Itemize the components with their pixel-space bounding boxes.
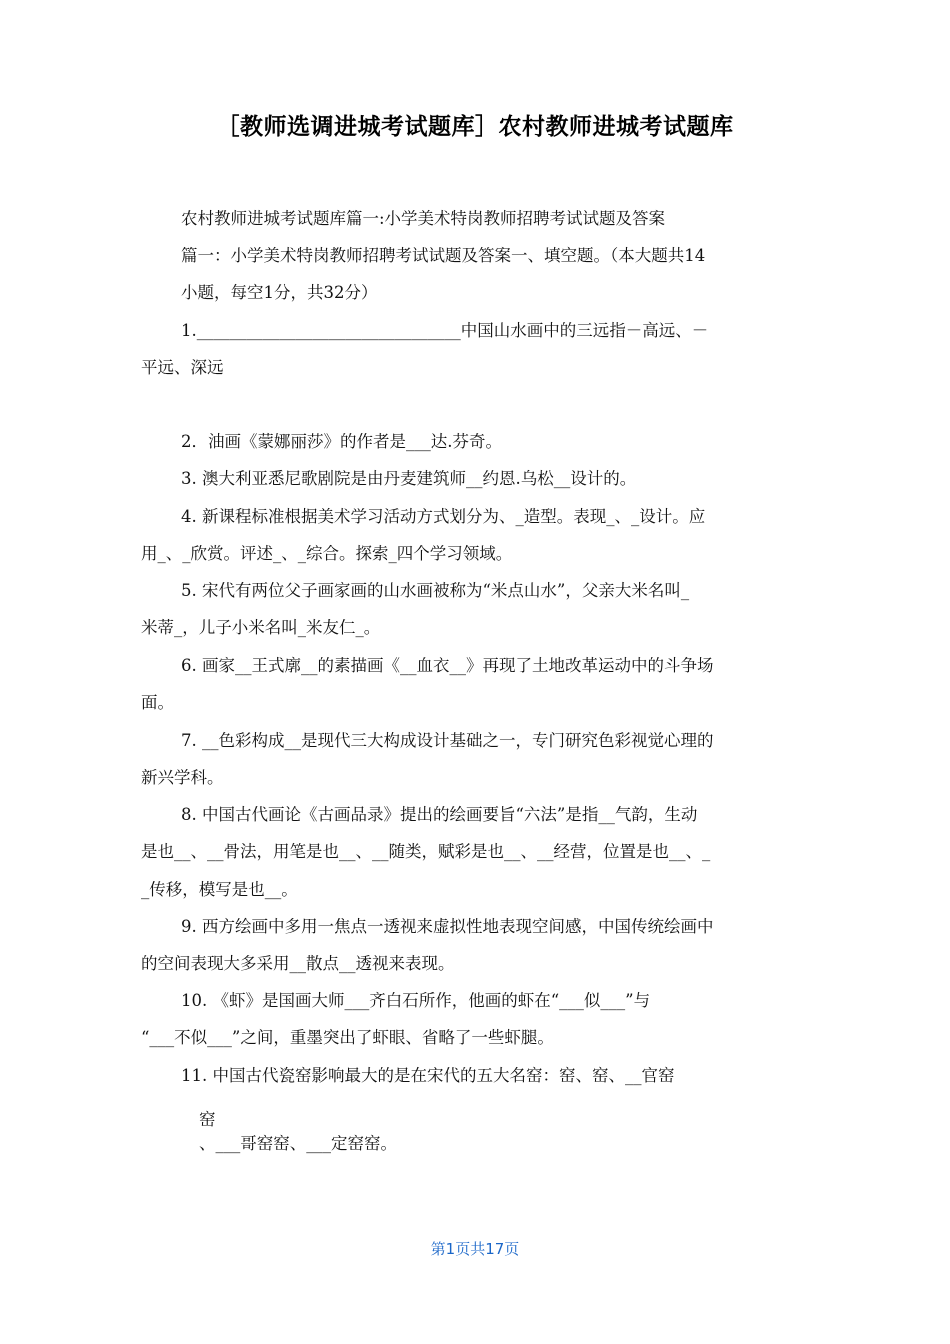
text-line: 9. 西方绘画中多用一焦点一透视来虚拟性地表现空间感，中国传统绘画中 — [181, 917, 714, 936]
text-line: 4. 新课程标准根据美术学习活动方式划分为、_造型。表现_、_设计。应 — [181, 507, 706, 526]
text-line: 是也__、__骨法，用笔是也__、__随类，赋彩是也__、__经营，位置是也__、_ — [141, 842, 711, 861]
text-line: “___不似___”之间，重墨突出了虾眼、省略了一些虾腿。 — [141, 1028, 554, 1047]
text-line: _传移，模写是也__。 — [141, 880, 298, 899]
text-line: 的空间表现大多采用__散点__透视来表现。 — [141, 954, 455, 973]
text-line: 5. 宋代有两位父子画家画的山水画被称为“米点山水”，父亲大米名叫_ — [181, 581, 690, 600]
text-line: 7. __色彩构成__是现代三大构成设计基础之一，专门研究色彩视觉心理的 — [181, 731, 714, 750]
text-line: 、___哥窑窑、___定窑窑。 — [199, 1134, 397, 1153]
text-line: 农村教师进城考试题库篇一:小学美术特岗教师招聘考试试题及答案 — [181, 209, 666, 228]
text-line: 新兴学科。 — [141, 768, 224, 787]
text-line: 11. 中国古代瓷窑影响最大的是在宋代的五大名窑：窑、窑、__官窑 — [181, 1066, 675, 1085]
text-line: 窑 — [199, 1110, 216, 1129]
text-line: 8. 中国古代画论《古画品录》提出的绘画要旨“六法”是指__气韵，生动 — [181, 805, 698, 824]
text-line: 3. 澳大利亚悉尼歌剧院是由丹麦建筑师__约恩.乌松__设计的。 — [181, 469, 637, 488]
text-line: 10. 《虾》是国画大师___齐白石所作，他画的虾在“___似___”与 — [181, 991, 651, 1010]
text-line: 1.________________________________中国山水画中的三远指－高远、－ — [181, 321, 709, 340]
text-line: 篇一：小学美术特岗教师招聘考试试题及答案一、填空题。（本大题共14 — [181, 246, 706, 265]
page-title: ［教师选调进城考试题库］农村教师进城考试题库 — [216, 114, 734, 140]
text-line: 小题，每空1分，共32分） — [181, 283, 378, 302]
text-line: 面。 — [141, 693, 174, 712]
page-number: 第1页共17页 — [430, 1240, 520, 1258]
text-line: 平远、深远 — [141, 358, 224, 377]
text-line: 米蒂_，儿子小米名叫_米友仁_。 — [141, 618, 381, 637]
page-footer — [0, 1238, 950, 1259]
text-line: 6. 画家__王式廓__的素描画《__血衣__》再现了土地改革运动中的斗争场 — [181, 656, 714, 675]
text-line: 2．油画《蒙娜丽莎》的作者是___达.芬奇。 — [181, 432, 502, 451]
text-line: 用_、_欣赏。评述_、_综合。探索_四个学习领域。 — [141, 544, 513, 563]
